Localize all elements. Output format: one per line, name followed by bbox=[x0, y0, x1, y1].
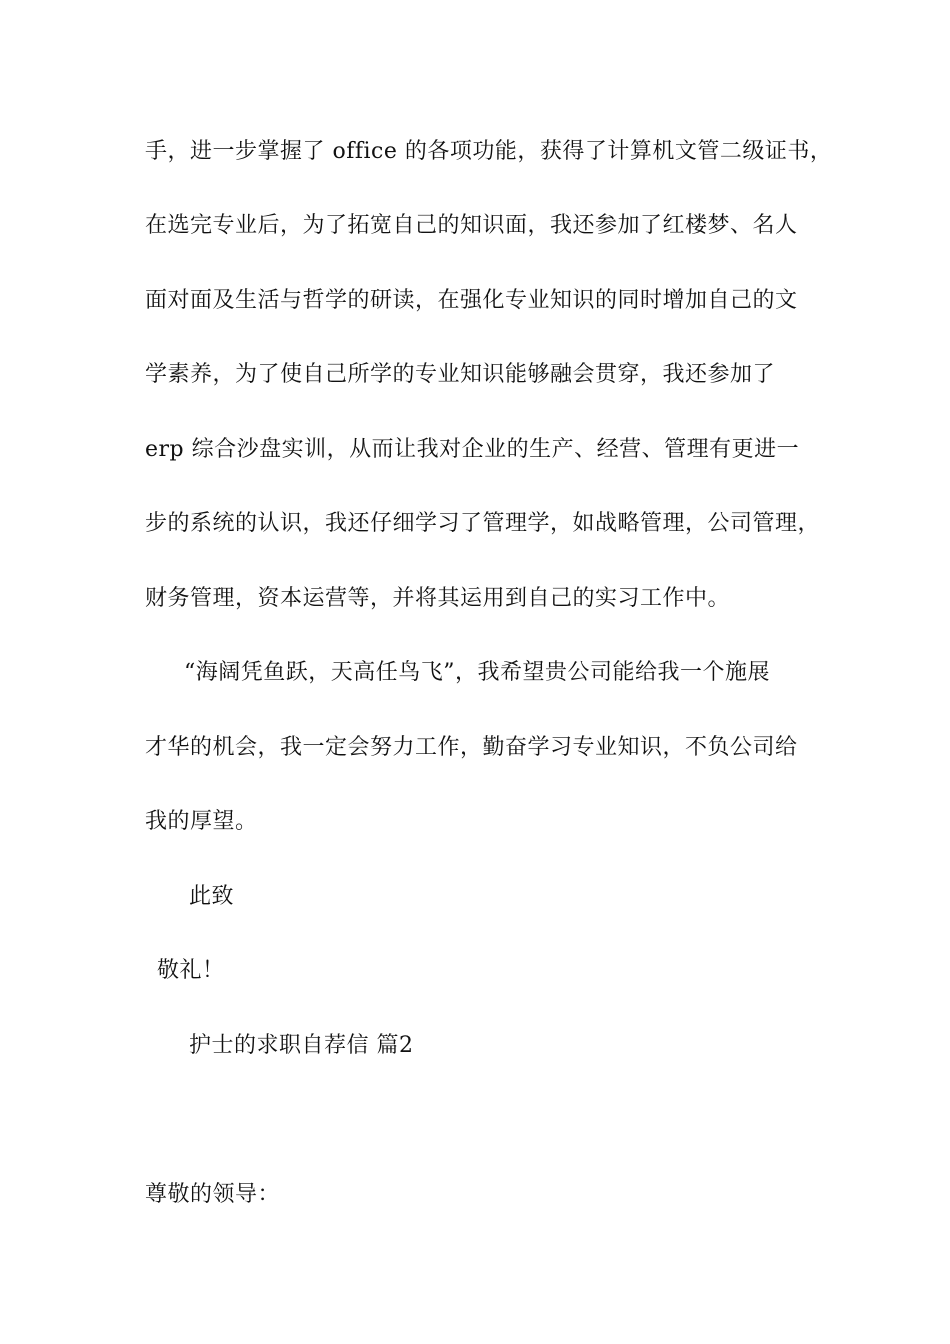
quote-paragraph-line-3: 我的厚望。 bbox=[145, 809, 258, 834]
quote-paragraph-line-1: “海阔凭鱼跃，天高任鸟飞”，我希望贵公司能给我一个施展 bbox=[184, 660, 770, 685]
body-line-1: 手，进一步掌握了 office 的各项功能，获得了计算机文管二级证书， bbox=[145, 139, 833, 164]
salutation: 尊敬的领导： bbox=[145, 1182, 281, 1207]
quote-paragraph-line-2: 才华的机会，我一定会努力工作，勤奋学习专业知识，不负公司给 bbox=[145, 735, 798, 760]
closing-jingli: 敬礼！ bbox=[157, 958, 225, 983]
body-line-7: 财务管理，资本运营等，并将其运用到自己的实习工作中。 bbox=[145, 586, 731, 611]
body-line-6: 步的系统的认识，我还仔细学习了管理学，如战略管理，公司管理， bbox=[145, 511, 821, 536]
body-line-4: 学素养，为了使自己所学的专业知识能够融会贯穿，我还参加了 bbox=[145, 362, 776, 387]
body-line-3: 面对面及生活与哲学的研读，在强化专业知识的同时增加自己的文 bbox=[145, 288, 798, 313]
closing-cizhi: 此致 bbox=[189, 884, 235, 909]
body-line-2: 在选完专业后，为了拓宽自己的知识面，我还参加了红楼梦、名人 bbox=[145, 213, 798, 238]
body-line-5: erp 综合沙盘实训，从而让我对企业的生产、经营、管理有更进一 bbox=[145, 437, 800, 462]
section-heading: 护士的求职自荐信 篇2 bbox=[189, 1033, 414, 1058]
